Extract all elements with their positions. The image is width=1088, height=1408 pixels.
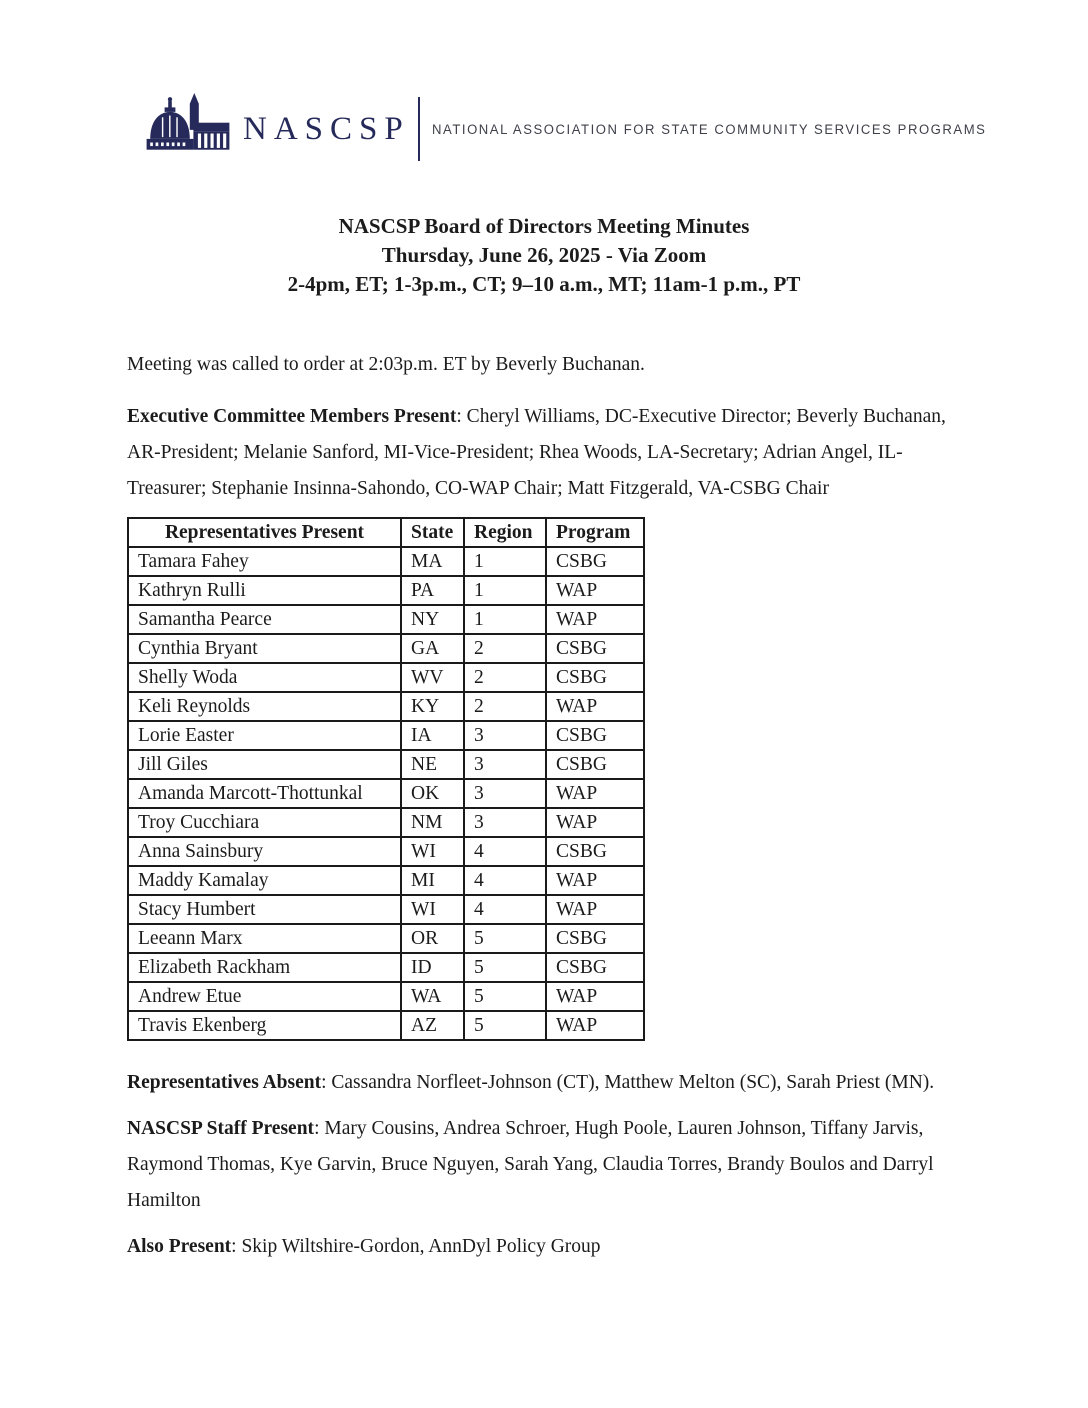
table-row [128,953,644,982]
header-state: State [401,518,464,547]
cell-name: Jill Giles [128,750,401,779]
table-row [128,750,644,779]
title-line-1: NASCSP Board of Directors Meeting Minutes [338,214,750,238]
cell-state: IA [401,721,464,750]
cell-region: 5 [464,924,546,953]
logo-acronym: NASCSP [243,110,410,147]
cell-name: Tamara Fahey [128,547,401,576]
cell-program: CSBG [546,663,644,692]
cell-state: MA [401,547,464,576]
cell-region: 3 [464,808,546,837]
cell-region: 4 [464,866,546,895]
logo-tagline: NATIONAL ASSOCIATION FOR STATE COMMUNITY SERVICES PROGRAMS [431,121,987,137]
cell-name: Shelly Woda [128,663,401,692]
table-row [128,721,644,750]
title-line-3: 2-4pm, ET; 1-3p.m., CT; 9–10 a.m., MT; 11am-1 p.m., PT [287,272,801,296]
cell-region: 5 [464,982,546,1011]
document-body [127,347,960,1265]
cell-region: 2 [464,692,546,721]
table-row [128,837,644,866]
cell-region: 1 [464,547,546,576]
cell-name: Leeann Marx [128,924,401,953]
cell-state: WV [401,663,464,692]
cell-state: GA [401,634,464,663]
cell-region: 4 [464,837,546,866]
called-to-order-paragraph: Meeting was called to order at 2:03p.m. ET by Beverly Buchanan. [127,354,645,375]
cell-program: CSBG [546,750,644,779]
table-row [128,663,644,692]
representatives-table [127,517,645,1041]
table-row [128,895,644,924]
cell-program: WAP [546,982,644,1011]
cell-name: Kathryn Rulli [128,576,401,605]
document-title-block [0,212,1088,299]
cell-state: WI [401,837,464,866]
cell-name: Samantha Pearce [128,605,401,634]
cell-region: 4 [464,895,546,924]
representatives-absent-label: Representatives Absent [127,1072,322,1093]
cell-program: WAP [546,605,644,634]
table-row [128,605,644,634]
cell-program: WAP [546,779,644,808]
exec-committee-paragraph [127,399,960,507]
table-row [128,982,644,1011]
cell-program: CSBG [546,924,644,953]
representatives-absent-paragraph [127,1065,960,1101]
cell-program: WAP [546,866,644,895]
cell-program: WAP [546,1011,644,1040]
cell-name: Troy Cucchiara [128,808,401,837]
exec-committee-text: : Cheryl Williams, DC-Executive Director; Beverly Buchanan, AR-President; Melanie Sanford, MI-Vice-President; Rhea Woods, LA-Secretary; Adrian Angel, IL-Treasurer; Stephanie Insinna-Sahondo, CO-WAP Chair; Matt Fitzgerald, VA-CSBG Chair [127,406,946,499]
cell-state: NE [401,750,464,779]
table-row [128,808,644,837]
exec-committee-label: Executive Committee Members Present [127,406,457,427]
table-row [128,924,644,953]
header-program: Program [546,518,644,547]
table-row [128,779,644,808]
cell-region: 3 [464,779,546,808]
cell-state: OK [401,779,464,808]
cell-program: CSBG [546,837,644,866]
logo-divider [418,97,420,161]
cell-name: Maddy Kamalay [128,866,401,895]
cell-name: Amanda Marcott-Thottunkal [128,779,401,808]
also-present-text: : Skip Wiltshire-Gordon, AnnDyl Policy Group [231,1236,601,1257]
cell-state: ID [401,953,464,982]
cell-name: Andrew Etue [128,982,401,1011]
table-header-row [128,518,644,547]
table-row [128,576,644,605]
cell-name: Stacy Humbert [128,895,401,924]
representatives-table-body [128,547,644,1040]
cell-name: Elizabeth Rackham [128,953,401,982]
cell-program: CSBG [546,547,644,576]
cell-state: AZ [401,1011,464,1040]
capitol-building-icon [143,88,233,170]
cell-state: MI [401,866,464,895]
cell-name: Cynthia Bryant [128,634,401,663]
cell-program: WAP [546,895,644,924]
cell-state: NM [401,808,464,837]
table-row [128,866,644,895]
table-row [128,547,644,576]
cell-state: KY [401,692,464,721]
cell-name: Keli Reynolds [128,692,401,721]
representatives-absent-text: : Cassandra Norfleet-Johnson (CT), Matthew Melton (SC), Sarah Priest (MN). [321,1072,935,1093]
also-present-paragraph [127,1229,960,1265]
cell-region: 5 [464,953,546,982]
header-region: Region [464,518,546,547]
cell-region: 5 [464,1011,546,1040]
cell-program: WAP [546,808,644,837]
cell-program: WAP [546,692,644,721]
cell-program: CSBG [546,721,644,750]
title-line-2: Thursday, June 26, 2025 - Via Zoom [381,243,707,267]
cell-region: 3 [464,750,546,779]
cell-program: CSBG [546,634,644,663]
table-row [128,692,644,721]
cell-region: 2 [464,663,546,692]
cell-region: 1 [464,576,546,605]
cell-name: Travis Ekenberg [128,1011,401,1040]
cell-state: WA [401,982,464,1011]
cell-name: Anna Sainsbury [128,837,401,866]
staff-present-text: : Mary Cousins, Andrea Schroer, Hugh Poole, Lauren Johnson, Tiffany Jarvis, Raymond Thomas, Kye Garvin, Bruce Nguyen, Sarah Yang, Claudia Torres, Brandy Boulos and Darryl Hamilton [127,1118,934,1211]
cell-state: WI [401,895,464,924]
cell-state: PA [401,576,464,605]
cell-name: Lorie Easter [128,721,401,750]
cell-region: 3 [464,721,546,750]
header-representatives-present: Representatives Present [128,518,401,547]
staff-present-paragraph [127,1111,960,1219]
cell-program: WAP [546,576,644,605]
cell-state: NY [401,605,464,634]
cell-region: 1 [464,605,546,634]
table-row [128,1011,644,1040]
cell-state: OR [401,924,464,953]
logo-header [143,88,1088,170]
cell-region: 2 [464,634,546,663]
staff-present-label: NASCSP Staff Present [127,1118,315,1139]
cell-program: CSBG [546,953,644,982]
also-present-label: Also Present [127,1236,232,1257]
table-row [128,634,644,663]
